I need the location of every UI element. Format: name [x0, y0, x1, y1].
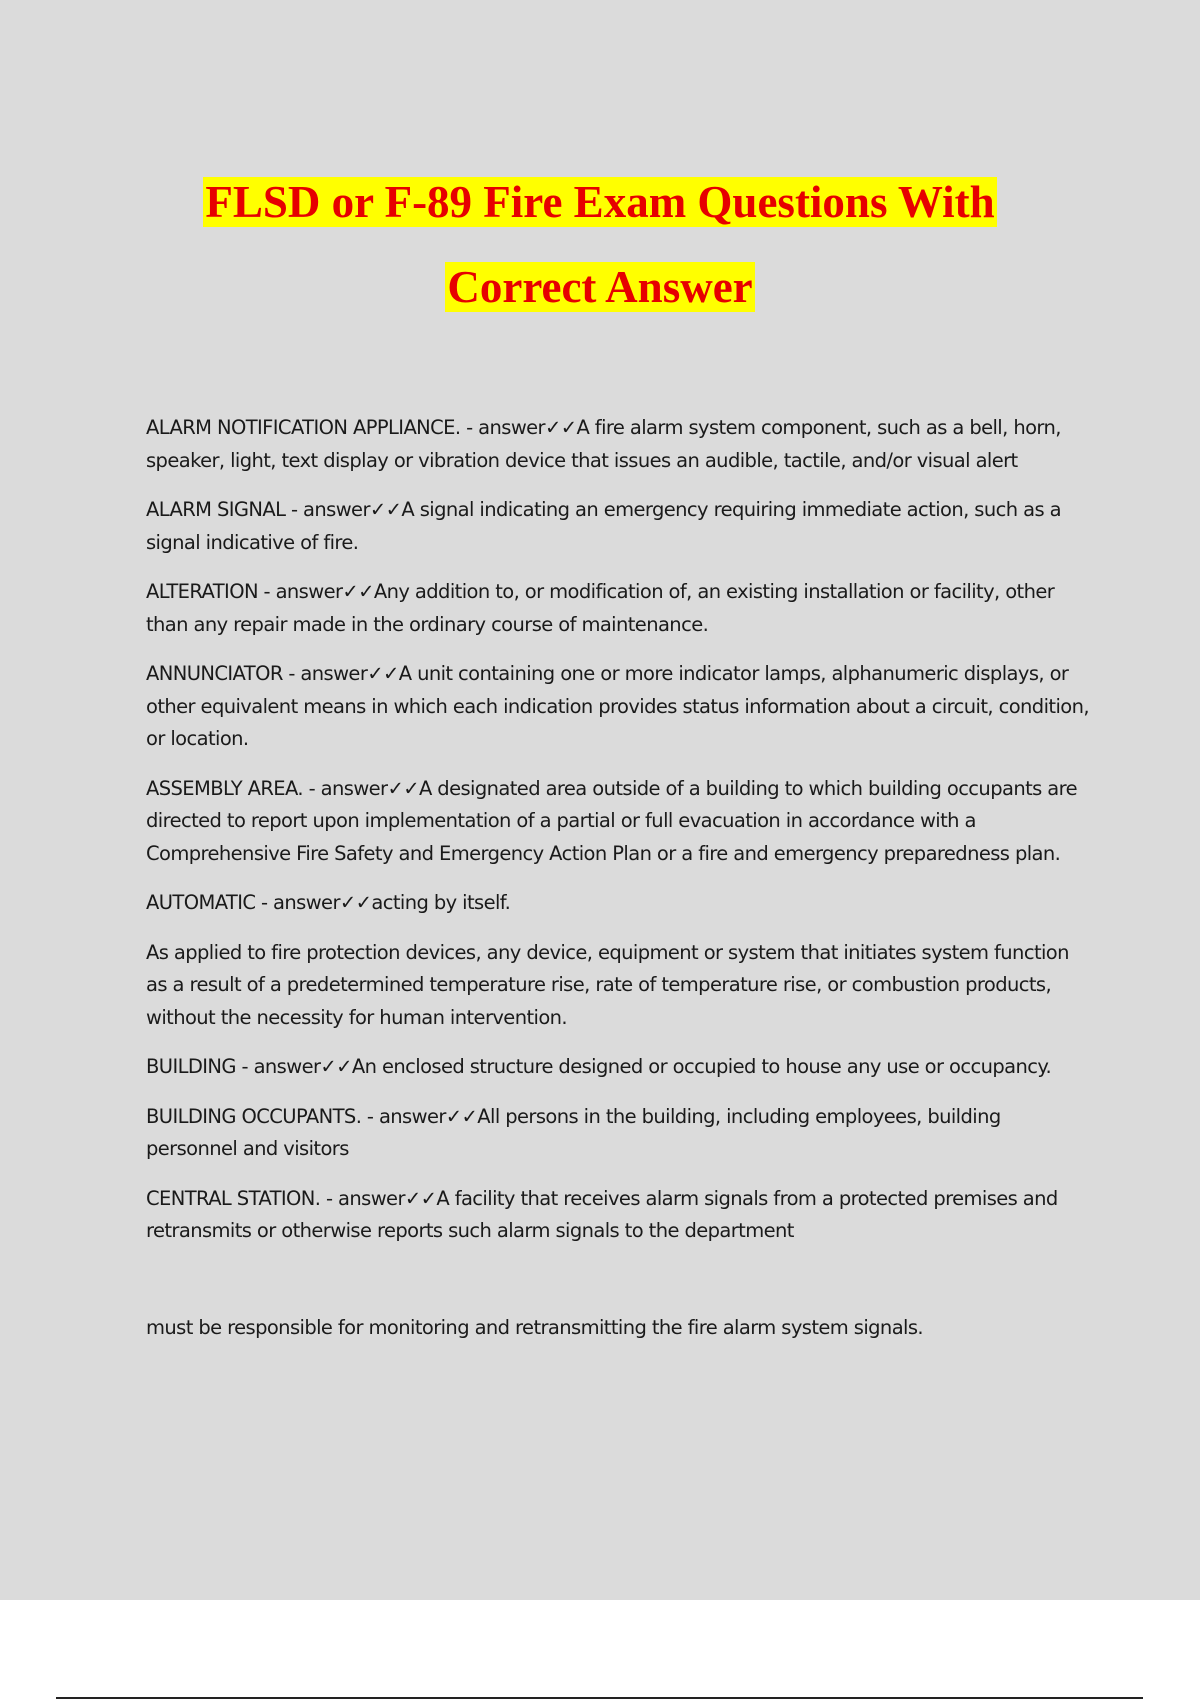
entry-term: ALTERATION	[146, 580, 258, 603]
title-line-1: FLSD or F-89 Fire Exam Questions With	[205, 177, 995, 227]
entry-automatic	[146, 887, 1091, 920]
document-body	[146, 412, 1091, 1361]
entry-term: ASSEMBLY AREA.	[146, 776, 304, 800]
entry-term: ANNUNCIATOR	[146, 662, 283, 685]
answer-separator: - answer✓✓	[320, 1186, 437, 1210]
entry-definition: A fire alarm system component, such as a bell, horn, speaker, light, text display or vibration device that issues an audible, tactile, and/or visual alert	[146, 416, 1061, 472]
entry-definition: A designated area outside of a building to which building occupants are directed to report upon implementation of a partial or full evacuation in accordance with a Comprehensive Fire Safety and Emergency Action Plan or a fire and emergency preparedness plan.	[146, 776, 1078, 865]
entry-definition: All persons in the building, including employees, building personnel and visitors	[146, 1104, 1001, 1160]
entry-definition: Any addition to, or modification of, an existing installation or facility, other than any repair made in the ordinary course of maintenance.	[146, 580, 1055, 636]
footer-divider	[56, 1697, 1143, 1699]
entry-term: ALARM NOTIFICATION APPLIANCE.	[146, 416, 461, 439]
answer-separator: - answer✓✓	[285, 498, 402, 521]
entry-building-occupants	[146, 1101, 1091, 1166]
answer-separator: - answer✓✓	[235, 1055, 352, 1078]
answer-separator: - answer✓✓	[282, 662, 399, 685]
entry-term: BUILDING	[146, 1055, 236, 1078]
entry-central-station	[146, 1183, 1091, 1248]
entry-term: ALARM SIGNAL	[146, 498, 286, 521]
answer-separator: - answer✓✓	[361, 1104, 478, 1128]
answer-separator: - answer✓✓	[303, 776, 419, 800]
entry-definition: A unit containing one or more indicator lamps, alphanumeric displays, or other equivalent means in which each indication provides status information about a circuit, condition, or location.	[146, 662, 1089, 750]
entry-definition: A facility that receives alarm signals from a protected premises and retransmits or otherwise reports such alarm signals to the department	[146, 1186, 1058, 1242]
entry-alarm-notification-appliance	[146, 412, 1091, 477]
answer-separator: - answer✓✓	[460, 416, 577, 439]
answer-separator: - answer✓✓	[257, 580, 374, 603]
entry-alteration	[146, 576, 1091, 641]
answer-separator: - answer✓✓	[255, 891, 372, 914]
document-title	[0, 160, 1200, 330]
entry-term: BUILDING OCCUPANTS.	[146, 1104, 362, 1128]
title-line-2: Correct Answer	[447, 262, 753, 312]
entry-term: AUTOMATIC	[146, 891, 256, 914]
continuation-text: must be responsible for monitoring and retransmitting the fire alarm system signals.	[146, 1315, 924, 1339]
entry-term: CENTRAL STATION.	[146, 1186, 321, 1210]
entry-definition: A signal indicating an emergency requiring immediate action, such as a signal indicative of fire.	[146, 498, 1061, 554]
entry-definition: An enclosed structure designed or occupied to house any use or occupancy.	[351, 1055, 1052, 1078]
automatic-note: As applied to fire protection devices, any device, equipment or system that initiates system function as a result of a predetermined temperature rise, rate of temperature rise, or combustion products, without the necessity for human intervention.	[146, 940, 1069, 1029]
entry-annunciator	[146, 658, 1091, 756]
entry-building	[146, 1051, 1091, 1084]
entry-alarm-signal	[146, 494, 1091, 559]
entry-definition: acting by itself.	[371, 891, 511, 914]
entry-assembly-area	[146, 773, 1091, 871]
